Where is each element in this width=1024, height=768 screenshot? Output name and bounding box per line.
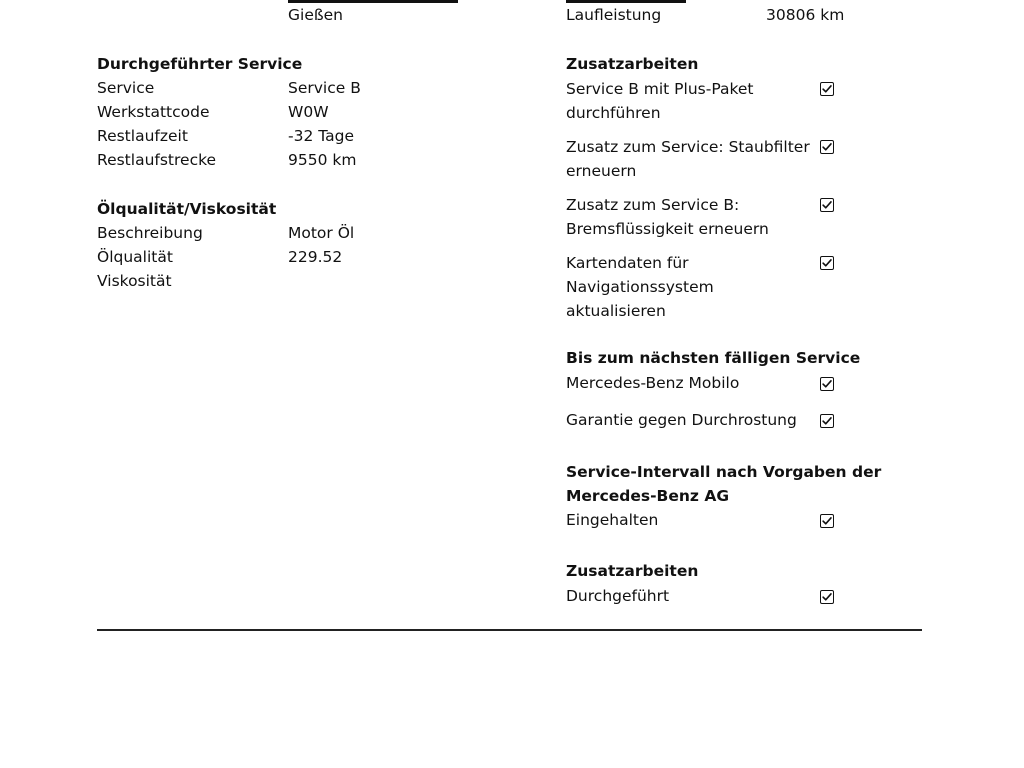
checkmark-icon (821, 141, 833, 153)
workshop-code-label: Werkstattcode (97, 103, 210, 121)
next-service-heading: Bis zum nächsten fälligen Service (566, 349, 861, 367)
extra-work-item-4-line-2: Navigationssystem (566, 278, 714, 296)
extra-work-item-3-line-2: Bremsflüssigkeit erneuern (566, 220, 769, 238)
service-label: Service (97, 79, 155, 97)
interval-heading-line-1: Service-Intervall nach Vorgaben der (566, 463, 882, 481)
service-value: Service B (288, 79, 361, 97)
extra-work-2-heading: Zusatzarbeiten (566, 562, 699, 580)
checkmark-icon (821, 83, 833, 95)
checkmark-icon (821, 415, 833, 427)
remaining-distance-label: Restlaufstrecke (97, 151, 217, 169)
extra-work-item-4 (566, 251, 714, 323)
service-heading: Durchgeführter Service (97, 55, 303, 73)
interval-heading (566, 460, 881, 508)
extra-work-item-3 (566, 193, 769, 241)
remaining-time-label: Restlaufzeit (97, 127, 188, 145)
performed-label: Durchgeführt (566, 587, 670, 605)
checkmark-icon (821, 378, 833, 390)
extra-work-item-2-line-1: Zusatz zum Service: Staubfilter (566, 138, 810, 156)
extra-work-item-1 (566, 77, 754, 125)
checkmark-icon (821, 257, 833, 269)
checkbox-checked[interactable] (820, 414, 834, 428)
checkmark-icon (821, 591, 833, 603)
extra-work-item-1-line-1: Service B mit Plus-Paket (566, 80, 754, 98)
cut-off-text-right (566, 0, 686, 3)
oil-description-label: Beschreibung (97, 224, 203, 242)
location-value: Gießen (288, 6, 343, 24)
oil-quality-value: 229.52 (288, 248, 343, 266)
checkbox-checked[interactable] (820, 198, 834, 212)
section-divider (97, 629, 922, 631)
remaining-distance-value: 9550 km (288, 151, 357, 169)
checkmark-icon (821, 515, 833, 527)
extra-work-heading: Zusatzarbeiten (566, 55, 699, 73)
oil-quality-label: Ölqualität (97, 248, 173, 266)
extra-work-item-1-line-2: durchführen (566, 104, 661, 122)
workshop-code-value: W0W (288, 103, 329, 121)
mileage-label: Laufleistung (566, 6, 662, 24)
extra-work-item-2 (566, 135, 810, 183)
checkbox-checked[interactable] (820, 590, 834, 604)
checkbox-checked[interactable] (820, 256, 834, 270)
mileage-value: 30806 km (766, 6, 845, 24)
interval-heading-line-2: Mercedes-Benz AG (566, 487, 730, 505)
checkbox-checked[interactable] (820, 140, 834, 154)
checkbox-checked[interactable] (820, 514, 834, 528)
extra-work-item-4-line-3: aktualisieren (566, 302, 666, 320)
oil-description-value: Motor Öl (288, 224, 355, 242)
extra-work-item-2-line-2: erneuern (566, 162, 637, 180)
checkbox-checked[interactable] (820, 82, 834, 96)
viscosity-label: Viskosität (97, 272, 172, 290)
mobilo-label: Mercedes-Benz Mobilo (566, 374, 740, 392)
extra-work-item-4-line-1: Kartendaten für (566, 254, 689, 272)
cut-off-text-left (288, 0, 458, 3)
extra-work-item-3-line-1: Zusatz zum Service B: (566, 196, 740, 214)
rust-warranty-label: Garantie gegen Durchrostung (566, 411, 797, 429)
remaining-time-value: -32 Tage (288, 127, 355, 145)
checkbox-checked[interactable] (820, 377, 834, 391)
interval-kept-label: Eingehalten (566, 511, 659, 529)
oil-heading: Ölqualität/Viskosität (97, 200, 277, 218)
checkmark-icon (821, 199, 833, 211)
